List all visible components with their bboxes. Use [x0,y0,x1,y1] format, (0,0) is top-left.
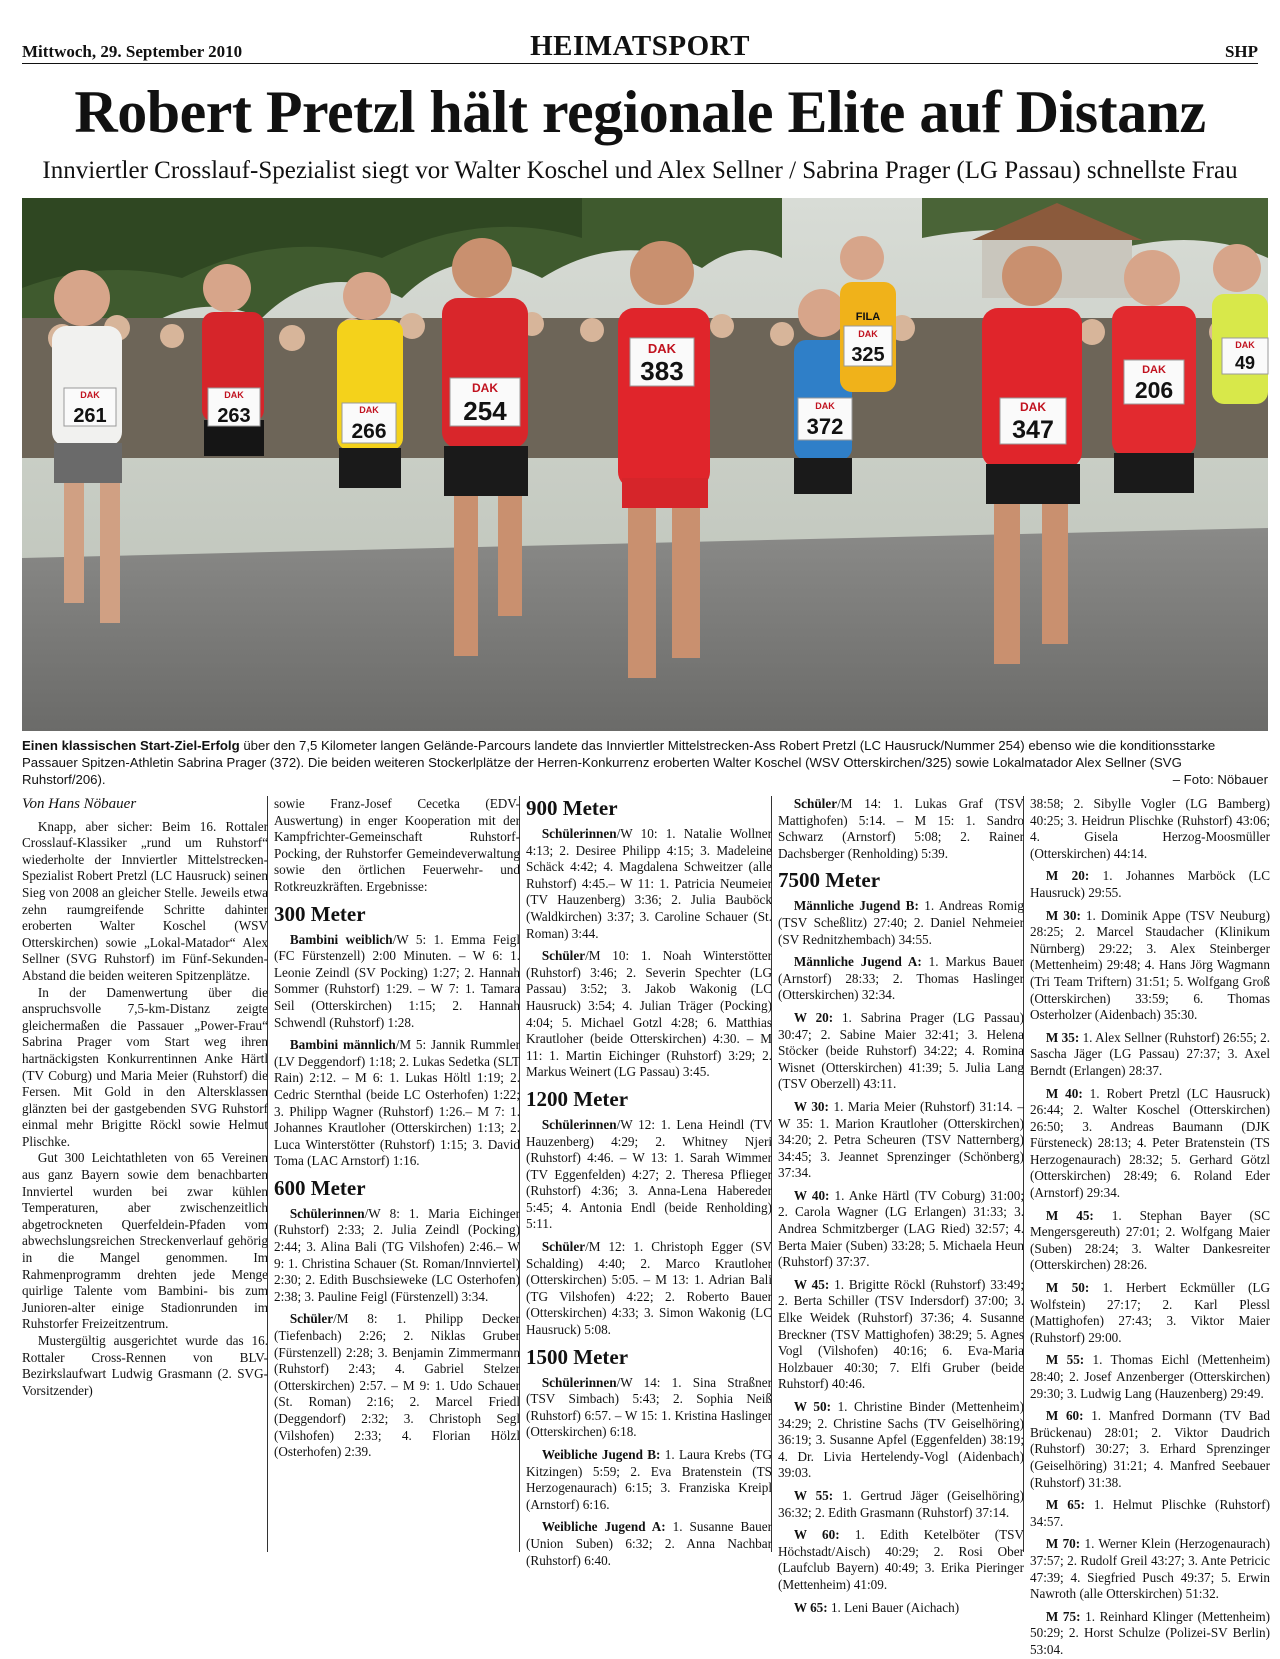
results-entry: Schülerinnen/W 8: 1. Maria Eichinger (Ruhstorf) 2:33; 2. Julia Zeindl (Pocking) 2:44; 3. Alina Bali (TG Vilshofen) 2:46.– W 9: 1. Christina Schauer (St. Roman/Innviertel) 2:30; 2. Edith Buschsieweke (LC Osterhofen) 2:38; 3. Pauline Feigl (Fürstenzell) 3:34. [274,1205,520,1304]
edition-label: SHP [1224,42,1258,61]
bib-372 [798,398,852,440]
body-paragraph: In der Damenwertung über die anspruchsvolle 7,5-km-Distanz zeigte gleichermaßen die Passauer „Power-Frau“ Sabrina Prager vom Start weg ihren hartnäckigsten Konkurrentinnen Anke Härtl (TV Coburg) und Maria Meier (Ruhstorf) die Fersen. Mit Gold in den Altersklassen glänzten bei der gastgebenden SVG Ruhstorf einmal mehr Brigitte Röckl sowie Helmut Plischke. [22,984,268,1149]
results-entry: M 60: 1. Manfred Dormann (TV Bad Brückenau) 28:01; 2. Viktor Daudrich (Ruhstorf) 30:27; 3. Erhard Sprenzinger (Geiselhöring) 31:21; 4. Manfred Seebauer (Ruhstorf) 31:38. [1030,1408,1270,1490]
svg-text:347: 347 [1012,416,1054,444]
results-entry: M 70: 1. Werner Klein (Herzogenaurach) 37:57; 2. Rudolf Greil 43:27; 3. Ante Petricic 47:39; 4. Siegfried Pusch 49:37; 5. Erwin Nawroth (alle Otterskirchen) 51:32. [1030,1536,1270,1602]
article-column-1 [22,796,268,1556]
photo-credit: – Foto: Nöbauer [1172,772,1268,788]
results-entry: Bambini weiblich/W 5: 1. Emma Feigl (FC Fürstenzell) 2:00 Minuten. – W 6: 1. Leonie Zeindl (SV Pocking) 1:27; 2. Hannah Sommer (Ruhstorf) 1:29. – W 7: 1. Tamara Seil (Otterskirchen) 1:15; 2. Hannah Schwendl (Ruhstorf) 1:28. [274,931,520,1030]
shirt-logo: FILA [855,311,881,323]
bib-325 [844,326,892,366]
results-entry: M 50: 1. Herbert Eckmüller (LG Wolfstein) 27:17; 2. Karl Plessl (Mattighofen) 27:43; 3. Viktor Maier (Ruhstorf) 29:00. [1030,1280,1271,1345]
results-entry: M 45: 1. Stephan Bayer (SC Mengersgereuth) 27:01; 2. Wolfgang Maier (Suben) 28:24; 3. Walter Dankesreiter (Otterskirchen) 28:26. [1030,1207,1270,1273]
results-entry: M 75: 1. Reinhard Klinger (Mettenheim) 50:29; 2. Horst Schulze (Polizei-SV Berlin) 53:04. [1030,1608,1270,1657]
section-title: HEIMATSPORT [530,30,750,62]
svg-text:DAK: DAK [858,329,878,339]
headline: Robert Pretzl hält regionale Elite auf Distanz [74,79,1206,145]
bib-261 [64,388,116,427]
results-entry: Schüler/M 14: 1. Lukas Graf (TSV Mattighofen) 5:14. – M 15: 1. Sandro Schwarz (Arnstorf) 5:08; 2. Rainer Dachsberger (Renholding) 5:39. [778,796,1024,861]
results-entry: Schülerinnen/W 14: 1. Sina Straßner (TSV Simbach) 5:43; 2. Sophia Neiß (Ruhstorf) 6:57. – W 15: 1. Kristina Haslinger (Otterskirchen) 6:18. [526,1374,772,1440]
article-column-3 [526,796,772,1568]
results-heading-7500m: 7500 Meter [778,868,881,893]
results-entry: M 35: 1. Alex Sellner (Ruhstorf) 26:55; 2. Sascha Jäger (LG Passau) 27:37; 3. Axel Berndt (Erlangen) 28:37. [1030,1029,1271,1078]
results-entry: M 40: 1. Robert Pretzl (LC Hausruck) 26:44; 2. Walter Koschel (Otterskirchen) 26:50; 3. Andreas Baumann (DJK Fürsteneck) 28:13; 4. Peter Bratenstein (TS Herzogenaurach) 28:32; 5. Gerhard Götzl (Otterskirchen) 28:49; 6. Roland Eder (Arnstorf) 29:34. [1030,1085,1270,1201]
results-entry: W 55: 1. Gertrud Jäger (Geiselhöring) 36:32; 2. Edith Grasmann (Ruhstorf) 37:14. [778,1487,1024,1520]
results-entry: Schüler/M 12: 1. Christoph Egger (SV Schalding) 4:40; 2. Marco Krautloher (Otterskirchen) 5:05. – M 13: 1. Adrian Bali (TG Vilshofen) 4:22; 2. Roberto Bauer (Otterskirchen) 4:33; 3. Simon Wakonig (LC Hausruck) 5:08. [526,1239,772,1338]
page-header [22,30,1258,64]
svg-text:372: 372 [806,414,844,439]
results-heading-600m: 600 Meter [274,1175,366,1200]
svg-text:261: 261 [73,405,107,427]
results-entry: M 20: 1. Johannes Marböck (LC Hausruck) 29:55. [1030,868,1270,900]
svg-text:266: 266 [351,420,387,443]
svg-text:DAK: DAK [472,381,498,395]
results-entry: Weibliche Jugend B: 1. Laura Krebs (TG Kitzingen) 5:59; 2. Eva Bratenstein (TS Herzogenaurach) 6:15; 3. Franziska Kreipl (Arnstorf) 6:16. [526,1447,772,1512]
results-heading-1200m: 1200 Meter [526,1086,629,1111]
svg-text:49: 49 [1234,353,1256,373]
results-heading-300m: 300 Meter [274,901,366,926]
body-paragraph: Gut 300 Leichtathleten von 65 Vereinen aus ganz Bayern sowie dem benachbarten Innviertel wurden bei zwar kühlen Temperaturen, aber zwischenzeitlich abgetrockneten Querfeldein-Pfaden vom abwechslungsreichen Streckenverlauf gehörig in die Mangel genommen. Im Rahmenprogramm drehten jede Menge quirlige Talente vom Bambini- bis zum Junioren-alter einige Stadionrunden im Ruhstorfer Freizeitzentrum. [22,1150,268,1332]
results-entry: W 50: 1. Christine Binder (Mettenheim) 34:29; 2. Christine Sachs (TV Geiselhöring) 36:19; 3. Susanne Apfel (Eggenfelden) 38:19; 4. Dr. Livia Hertelendy-Vogl (Aidenbach) 39:03. [778,1399,1025,1481]
bib-263 [208,388,260,427]
svg-text:DAK: DAK [80,390,100,400]
results-entry: M 30: 1. Dominik Appe (TSV Neuburg) 28:25; 2. Marcel Staudacher (Klinikum Nürnberg) 29:22; 3. Alex Steinberger (Mettenheim) 29:48; 4. Hans Jörg Wagmann (Tri Team Triftern) 31:51; 5. Wolfgang Groß (Otterskirchen) 33:59; 6. Thomas Osterholzer (Aidenbach) 35:30. [1030,907,1271,1023]
bib-383 [630,338,694,386]
results-entry: M 65: 1. Helmut Plischke (Ruhstorf) 34:57. [1030,1497,1270,1529]
results-entry: M 55: 1. Thomas Eichl (Mettenheim) 28:40; 2. Josef Anzenberger (Otterskirchen) 29:30; 3. Ludwig Lang (Hauzenberg) 29:49. [1030,1352,1270,1401]
results-entry: Schüler/M 8: 1. Philipp Decker (Tiefenbach) 2:26; 2. Niklas Gruber (Fürstenzell) 2:28; 3. Benjamin Zimmermann (Ruhstorf) 2:43; 4. Gabriel Stelzer (Otterskirchen) 2:57. – M 9: 1. Udo Schauer (St. Roman) 2:16; 2. Marcel Friedl (Deggendorf) 2:32; 3. Christoph Segl (Vilshofen) 2:33; 4. Florian Hölzl (Osterhofen) 2:39. [274,1311,520,1460]
results-entry: Bambini männlich/M 5: Jannik Rummler (LV Deggendorf) 1:18; 2. Lukas Sedetka (SLT Rain) 2:12. – M 6: 1. Lukas Höltl 1:19; 2. Cedric Sternthal (beide LC Osterhofen) 1:22; 3. Philipp Wagner (Ruhstorf) 1:26.– M 7: 1. Johannes Krautloher (Otterskirchen) 1:13; 2. Luca Winterstötter (Ruhstorf) 1:15; 3. David Toma (LAC Arnstorf) 1:16. [274,1037,520,1169]
svg-text:206: 206 [1134,377,1174,403]
caption-lead: Einen klassischen Start-Ziel-Erfolg [22,738,240,753]
svg-text:383: 383 [640,356,684,386]
svg-text:325: 325 [851,344,885,366]
results-entry: W 45: 1. Brigitte Röckl (Ruhstorf) 33:49; 2. Berta Schiller (TSV Indersdorf) 37:00; 3. Elke Weidek (Ruhstorf) 37:36; 4. Susanne Breckner (TSV Mattighofen) 38:29; 5. Agnes Vogl (Vilshofen) 40:16; 6. Eva-Maria Holzbauer 40:30; 7. Elfi Gruber (beide Ruhstorf) 40:46. [778,1276,1025,1392]
bib-49 [1222,338,1268,374]
results-heading-900m: 900 Meter [526,796,618,820]
byline: Von Hans Nöbauer [22,796,137,812]
bib-206 [1124,360,1184,404]
results-entry: Schüler/M 10: 1. Noah Winterstötter (Ruhstorf) 3:46; 2. Severin Spechter (LG Passau) 3:52; 3. Jakob Wakonig (LC Hausruck) 3:54; 4. Julian Träger (Pocking) 4:04; 5. Michael Gotzl 4:28; 6. Matthias Krautloher (beide Otterskirchen) 4:30. – M 11: 1. Martin Eichinger (Ruhstorf) 3:29; 2. Markus Weinert (LG Passau) 3:45. [526,948,772,1080]
subheadline: Innviertler Crosslauf-Spezialist siegt vor Walter Koschel und Alex Sellner / Sabrina Prager (LG Passau) schnellste Frau [42,157,1238,184]
results-entry: Schülerinnen/W 12: 1. Lena Heindl (TV Hauzenberg) 4:29; 2. Whitney Njeri (Ruhstorf) 4:46. – W 13: 1. Sarah Wimmer (TV Eggenfelden) 4:27; 2. Theresa Pflieger (Ruhstorf) 4:36; 3. Anna-Lena Habereder 5:45; 4. Antonia Endl (beide Renholding) 5:11. [526,1116,772,1232]
article-column-5 [1030,796,1271,1657]
bib-254 [450,378,520,426]
body-paragraph: Mustergültig ausgerichtet wurde das 16. Rottaler Cross-Rennen von BLV-Bezirkslaufwart Ludwig Grasmann (2. SVG-Vorsitzender) [22,1333,268,1398]
results-entry: W 60: 1. Edith Ketelböter (TSV Höchstadt/Aisch) 40:29; 2. Rosi Ober (Laufclub Bayern) 40:49; 3. Erika Pieringer (Mettenheim) 41:09. [778,1527,1025,1592]
results-entry: W 40: 1. Anke Härtl (TV Coburg) 31:00; 2. Carola Wagner (LG Erlangen) 31:33; 3. Andrea Schmitzberger (LAG Ried) 32:57; 4. Berta Maier (Suben) 33:28; 5. Michaela Heun (Ruhstorf) 37:37. [778,1187,1024,1270]
svg-text:DAK: DAK [1020,400,1046,414]
svg-text:DAK: DAK [647,341,677,356]
results-heading-1500m: 1500 Meter [526,1344,629,1369]
results-entry: W 65: 1. Leni Bauer (Aichach) [793,1599,960,1615]
results-entry: 38:58; 2. Sibylle Vogler (LG Bamberg) 40:25; 3. Heidrun Plischke (Ruhstorf) 43:06; 4. Gisela Herzog-Moosmüller (Otterskirchen) 44:14. [1030,796,1270,861]
bib-266 [342,403,396,443]
svg-text:DAK: DAK [815,401,835,411]
svg-text:DAK: DAK [1235,340,1255,350]
article-column-2 [274,796,520,1556]
svg-text:DAK: DAK [224,390,244,400]
svg-text:263: 263 [217,405,251,427]
results-entry: Schülerinnen/W 10: 1. Natalie Wollner 4:13; 2. Desiree Philipp 4:15; 3. Madeleine Schäck 4:42; 4. Magdalena Schweitzer (alle Ruhstorf) 4:45.– W 11: 1. Patricia Neumeier (TV Hauzenberg) 3:36; 2. Julia Bauböck (Waldkirchen) 3:37; 3. Caroline Schauer (St. Roman) 3:44. [526,826,772,941]
svg-text:DAK: DAK [1142,364,1166,376]
results-entry: Weibliche Jugend A: 1. Susanne Bauer (Union Suben) 6:32; 2. Anna Nachbar (Ruhstorf) 6:40. [526,1519,772,1568]
body-paragraph: sowie Franz-Josef Cecetka (EDV-Auswertung) in enger Kooperation mit der Kampfrichter-Gemeinschaft Ruhstorf-Pocking, der Ruhstorfer Gemeindeverwaltung sowie den örtlichen Feuerwehr- und Rotkreuzkräften. Ergebnisse: [274,796,520,894]
results-entry: W 30: 1. Maria Meier (Ruhstorf) 31:14. – W 35: 1. Marion Krautloher (Otterskirchen) 34:20; 2. Petra Scheuren (TSV Natternberg) 34:45; 3. Jeannet Sprenzinger (Schönberg) 37:34. [778,1098,1024,1181]
body-paragraph: Knapp, aber sicher: Beim 16. Rottaler Crosslauf-Klassiker „rund um Ruhstorf“ wiederholte der Innviertler Mittelstrecken-Spezialist Robert Pretzl (LC Hausruck) seinen Sieg von 2008 an gleicher Stelle. Jeweils etwa zehn raumgreifende Schritte dahinter eroberten Walter Koschel (WSV Otterskirchen) sowie „Lokal-Matador“ Alex Sellner (SVG Ruhstorf) im Fünf-Sekunden-Abstand die beiden weiteren Spitzenplätze. [22,818,268,983]
runners-illustration [22,198,1268,731]
issue-date: Mittwoch, 29. September 2010 [22,42,243,61]
caption-text: über den 7,5 Kilometer langen Gelände-Parcours landete das Innviertler Mittelstrecken-Ass Robert Pretzl (LC Hausruck/Nummer 254) ebenso wie die konditionsstarke Passauer Spitzen-Athletin Sabrina Prager (372). Die beiden weiteren Stockerlplätze der Herren-Konkurrenz eroberten Walter Koschel (WSV Otterskirchen/325) sowie Lokalmatador Alex Sellner (SVG Ruhstorf/206). [22,738,1216,788]
article-column-4 [778,796,1025,1615]
svg-text:DAK: DAK [359,405,379,415]
race-start-photo [22,198,1268,731]
photo-caption [22,737,1268,789]
results-entry: Männliche Jugend B: 1. Andreas Romig (TSV Scheßlitz) 27:40; 2. Daniel Nehmeier (SV Rednitzhembach) 34:55. [778,898,1024,947]
results-entry: Männliche Jugend A: 1. Markus Bauer (Arnstorf) 28:33; 2. Thomas Haslinger (Otterskirchen) 32:34. [778,954,1024,1003]
bib-347 [1000,398,1066,444]
svg-text:254: 254 [463,396,507,426]
results-entry: W 20: 1. Sabrina Prager (LG Passau) 30:47; 2. Sabine Maier 32:41; 3. Helena Stöcker (beide Ruhstorf) 34:22; 4. Romina Wisnet (Otterskirchen) 41:39; 5. Julia Lang (TSV Oberzell) 43:11. [778,1009,1024,1092]
